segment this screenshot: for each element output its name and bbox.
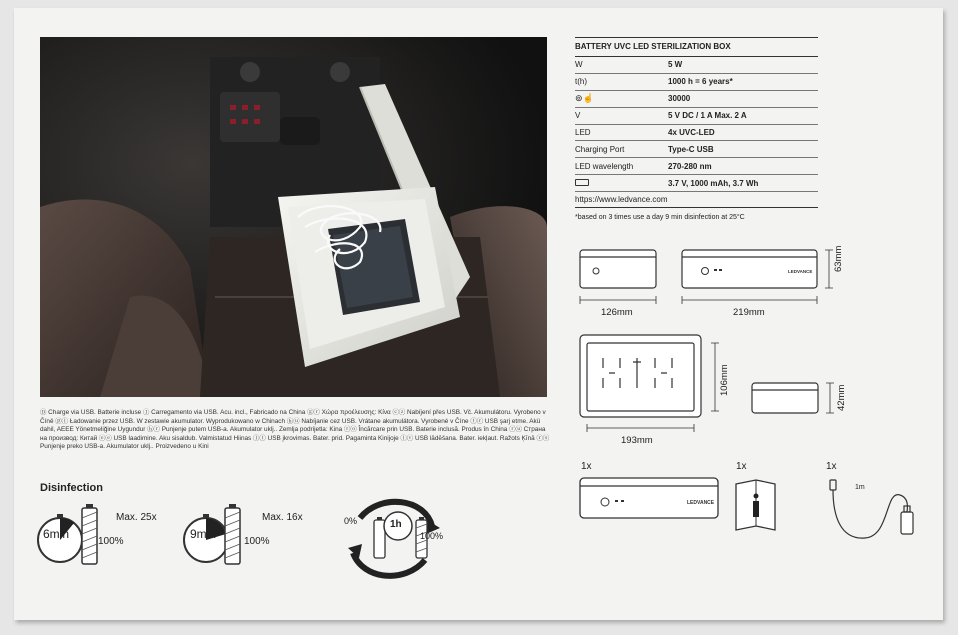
qty-cable: 1x	[826, 461, 837, 472]
battery-full-icon	[82, 504, 97, 564]
origin-disclaimer: Ⓓ Charge via USB. Batterie incluse Ⓘ Carregamento via USB. Acu. incl., Fabricado na China ⓖⓡ Χώρα προέλευσης: Κίνα ⓒⓩ Nabíjení přes USB. Vč. Akumulátoru. Vyrobeno v Číně ⓟⓛ Ładowanie przez USB. W zestawie akumulator. Wyprodukowano w Chinach ⓗⓤ Nabíjanie cez USB. Vrátane akumulátora. Vyrobené v Číne ⓣⓡ USB şarj etme. Akü dahil, AEEE Yönetmeliğine Uygundur ⓗⓡ Punjenje putem USB-a. Akumulator uklj.. Zemlja podrijetla: Kina ⓡⓞ Încărcare prin USB. Baterie inclusă. Produs în China ⓡⓤ Страна на производ: Китай ⓔⓔ USB laadimine. Aku sisaldub. Valmistatud Hiinas ⓛⓣ USB įkrovimas. Bater. prid. Pagaminta Kinijoje ⓛⓥ USB lādēšana. Bater. iekļaut. Ražots Ķīnā ⓡⓢ Punjenje preko USB-a. Akumulator uklj.. Proizvedeno u Kini	[40, 409, 550, 451]
charge-time-label: 1h	[390, 519, 402, 530]
info-leaflet-icon	[736, 480, 775, 530]
cable-length-label: 1m	[855, 484, 865, 491]
charge-start-label: 0%	[344, 516, 358, 526]
dim-front-width: 126mm	[601, 307, 633, 318]
dim-top-depth: 106mm	[719, 364, 730, 396]
spec-row-lifetime: t(h) 1000 h = 6 years*	[575, 74, 818, 91]
usb-cable-icon	[830, 480, 913, 538]
dim-lid-height: 42mm	[836, 384, 847, 411]
product-photo	[40, 37, 547, 397]
dim-height: 63mm	[833, 245, 844, 272]
qty-box: 1x	[581, 461, 592, 472]
battery-full-icon	[225, 504, 240, 564]
charge-end-label: 100%	[420, 531, 444, 541]
battery-icon	[575, 179, 589, 186]
spec-table	[575, 37, 818, 221]
spec-title: BATTERY UVC LED STERILIZATION BOX	[575, 37, 818, 57]
switching-cycles-icon: ⊚☝	[575, 93, 594, 104]
battery-level-9min: 100%	[244, 536, 270, 547]
brand-mark-front: LEDVANCE	[788, 269, 813, 274]
timer-9min-label: 9min	[190, 527, 217, 541]
dimension-drawings	[575, 240, 865, 460]
brand-mark-package: LEDVANCE	[687, 500, 715, 506]
spec-row-wavelength: LED wavelength 270-280 nm	[575, 158, 818, 175]
spec-row-cycles: ⊚☝ 30000	[575, 91, 818, 108]
sterilizer-box-icon	[580, 478, 718, 518]
battery-level-6min: 100%	[98, 536, 124, 547]
max-cycles-6min: Max. 25x	[116, 512, 157, 523]
disinfection-title: Disinfection	[40, 482, 103, 494]
dim-side-width: 219mm	[733, 307, 765, 318]
spec-row-battery: 3.7 V, 1000 mAh, 3.7 Wh	[575, 175, 818, 192]
timer-6min-label: 6min	[43, 527, 70, 541]
max-cycles-9min: Max. 16x	[262, 512, 303, 523]
spec-row-power: W 5 W	[575, 57, 818, 74]
qty-leaflet: 1x	[736, 461, 747, 472]
spec-row-led: LED 4x UVC-LED	[575, 125, 818, 142]
brand-url[interactable]: https://www.ledvance.com	[575, 192, 818, 208]
spec-row-voltage: V 5 V DC / 1 A Max. 2 A	[575, 108, 818, 125]
spec-row-port: Charging Port Type-C USB	[575, 141, 818, 158]
spec-footnote: *based on 3 times use a day 9 min disinfection at 25°C	[575, 214, 745, 222]
package-contents	[575, 470, 920, 550]
dim-top-width: 193mm	[621, 435, 653, 446]
